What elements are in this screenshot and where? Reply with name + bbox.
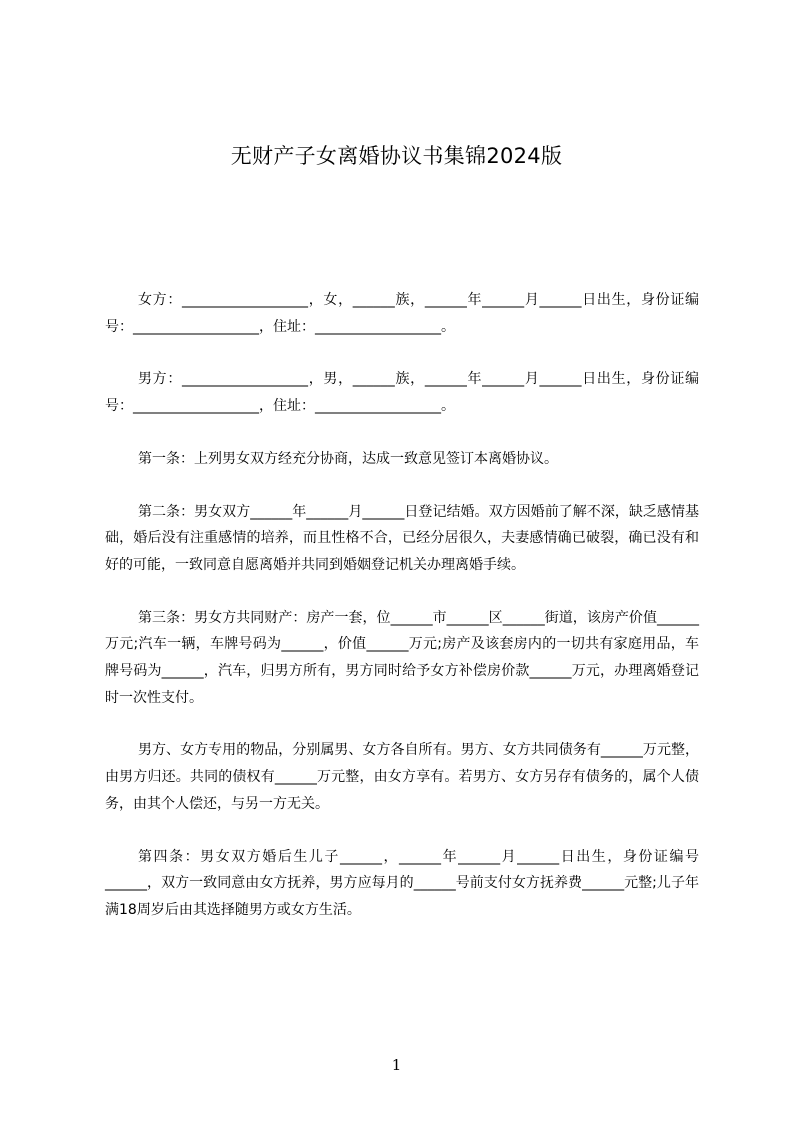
party-male-paragraph: 男方：__________________，男，______族，______年______月______日出生，身份证编号：__________________，住址：__________________。 — [105, 371, 699, 415]
party-female-paragraph: 女方：__________________，女，______族，______年______月______日出生，身份证编号：__________________，住址：__________________。 — [105, 292, 699, 335]
article-4-paragraph: 第四条：男女双方婚后生儿子______，______年______月______日出生，身份证编号______，双方一致同意由女方抚养，男方应每月的______号前支付女方抚养费______元整;儿子年满18周岁后由其选择随男方或女方生活。 — [105, 848, 699, 918]
article-3-paragraph: 第三条：男女方共同财产：房产一套，位______市______区______街道，该房产价值______万元;汽车一辆，车牌号码为______，价值______万元;房产及该套房内的一切共有家庭用品，车牌号码为______，汽车，归男方所有，男方同时给予女方补偿房价款______万元，办理离婚登记时一次性支付。 — [105, 609, 699, 706]
article-2-paragraph: 第二条：男女双方______年______月______日登记结婚。双方因婚前了解不深，缺乏感情基础，婚后没有注重感情的培养，而且性格不合，已经分居很久，夫妻感情确已破裂，确已没有和好的可能，一致同意自愿离婚并共同到婚姻登记机关办理离婚手续。 — [105, 503, 699, 573]
document-body — [105, 287, 699, 950]
page-number: 1 — [391, 1056, 402, 1074]
document-title: 无财产子女离婚协议书集锦2024版 — [230, 144, 563, 168]
personal-items-debts-paragraph: 男方、女方专用的物品，分别属男、女方各自所有。男方、女方共同债务有______万元整，由男方归还。共同的债权有______万元整，由女方享有。若男方、女方另存有债务的，属个人债务，由其个人偿还，与另一方无关。 — [105, 742, 699, 812]
article-1-paragraph: 第一条：上列男女双方经充分协商，达成一致意见签订本离婚协议。 — [138, 450, 558, 467]
